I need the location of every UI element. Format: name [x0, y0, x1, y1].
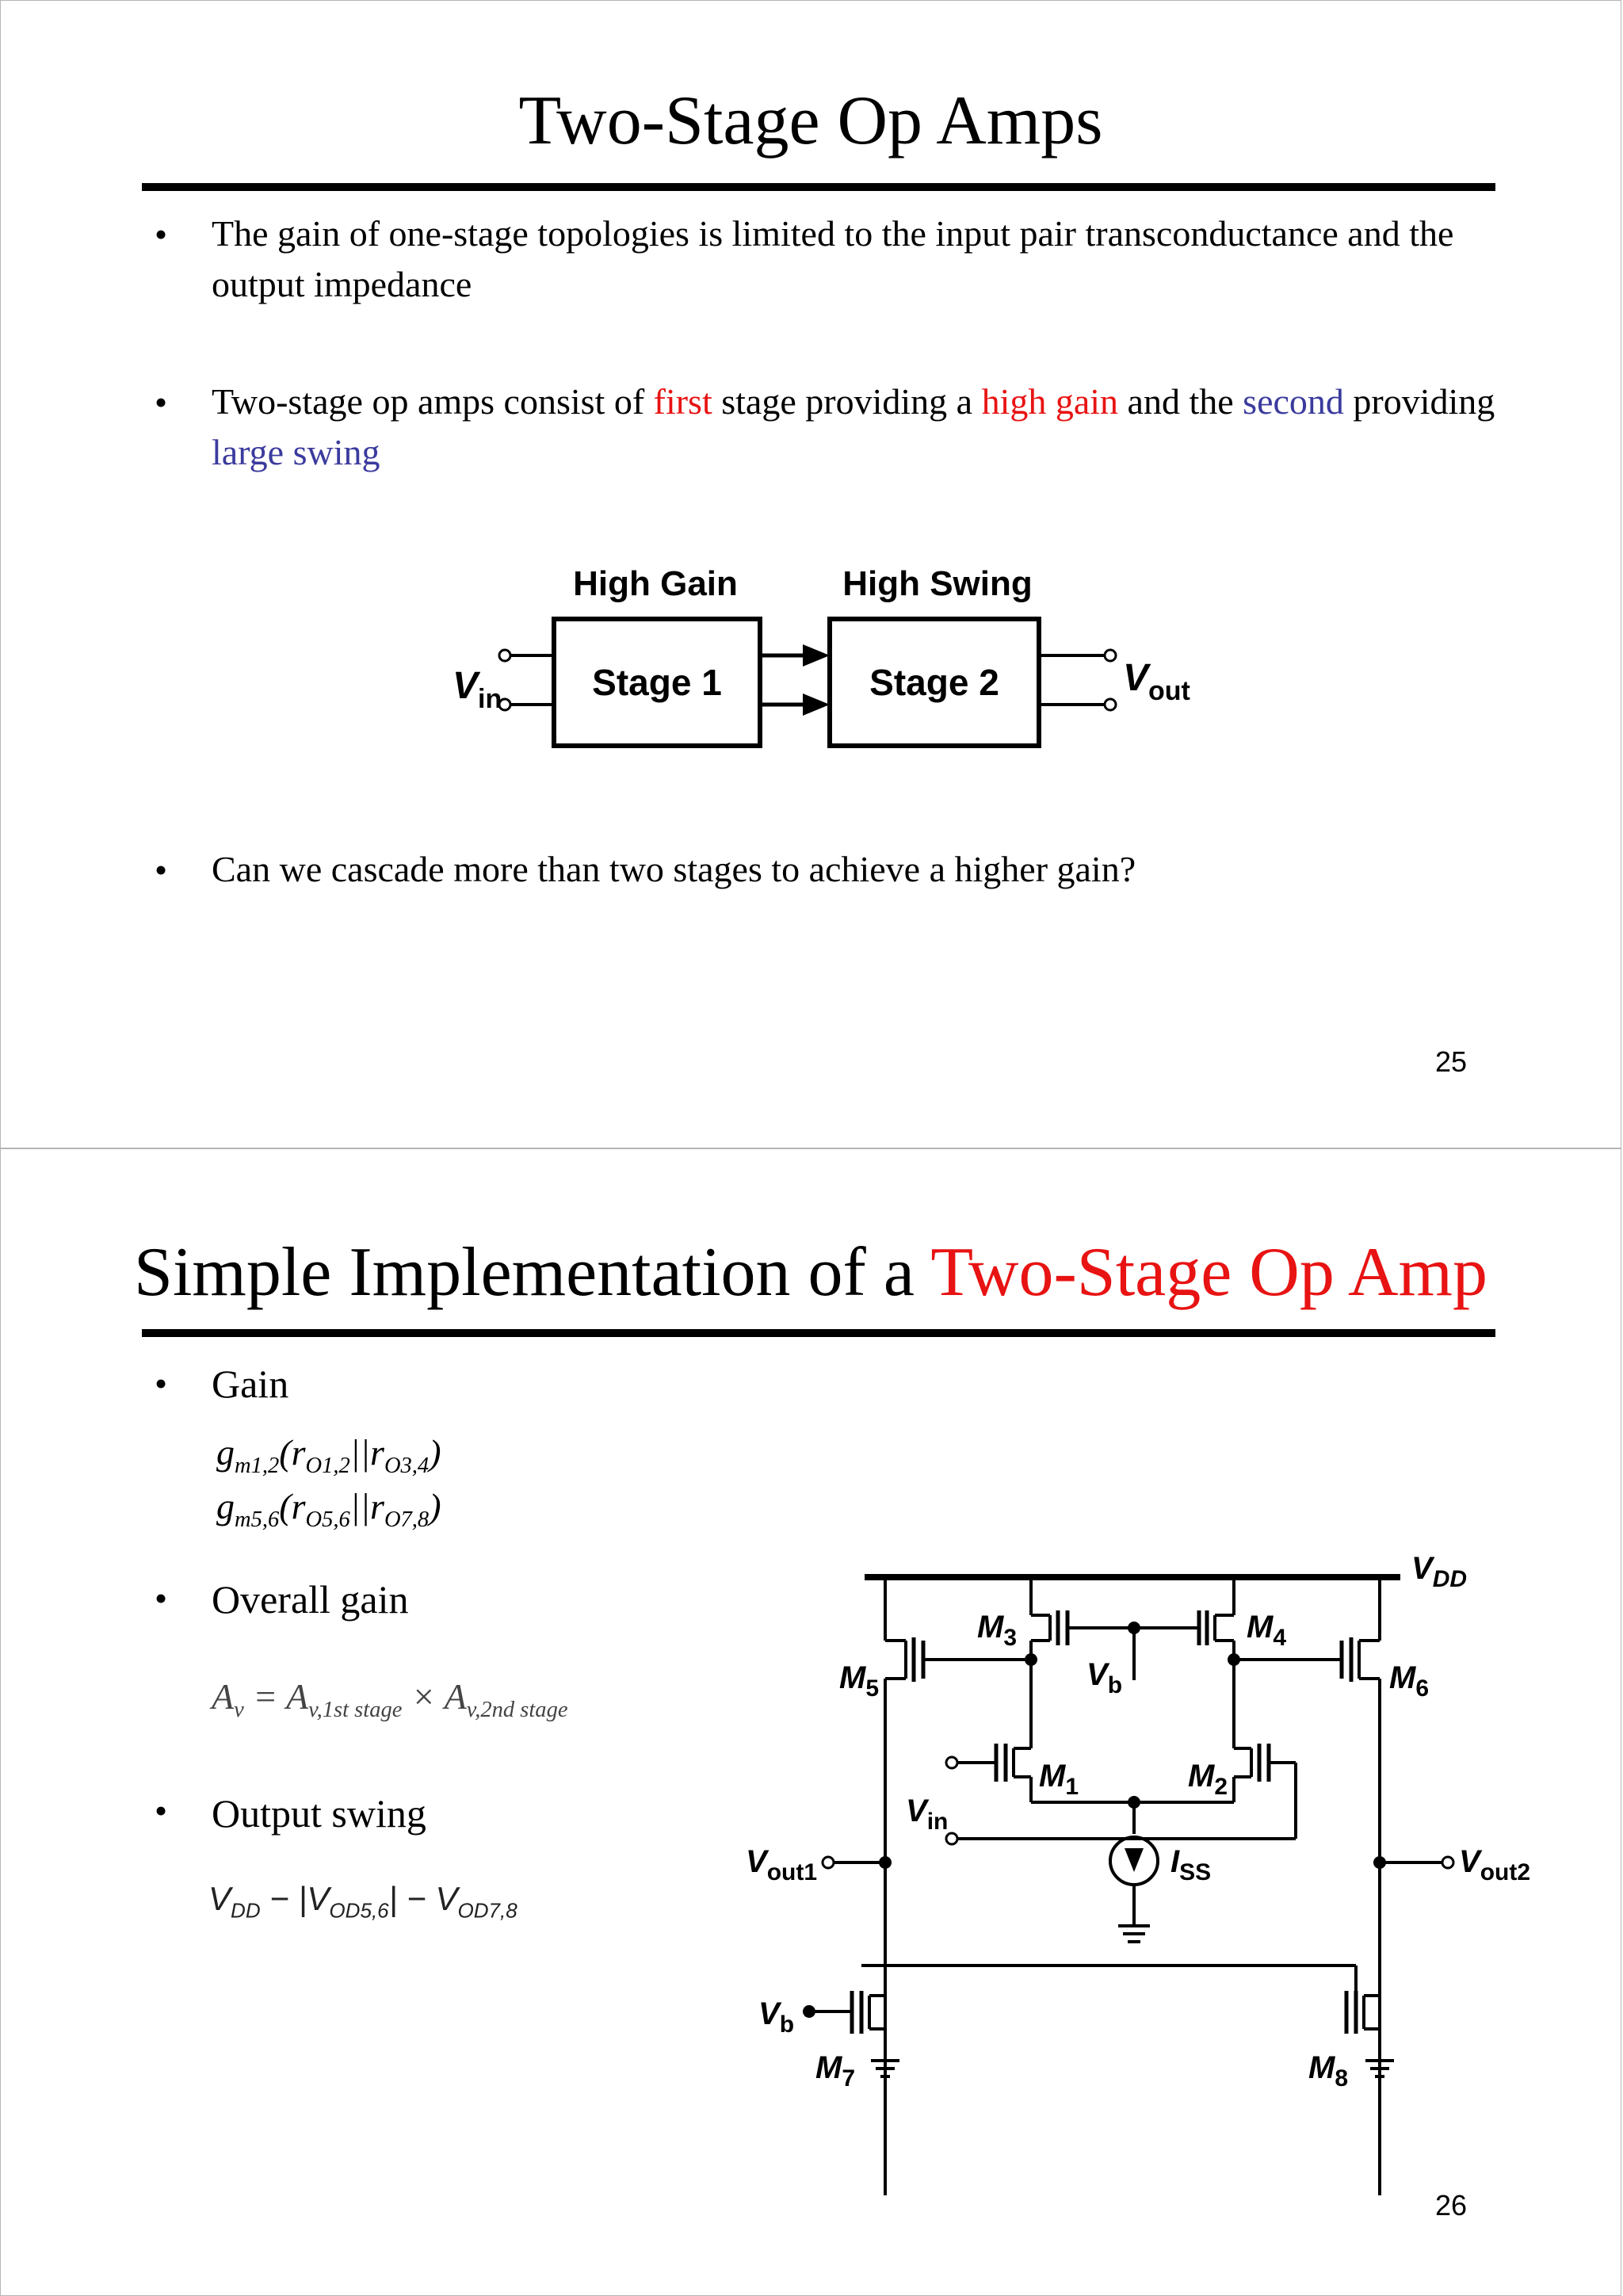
m7-label: $M_7$: [815, 2050, 856, 2092]
m2-label: $M_2$: [1188, 1759, 1228, 1800]
high-gain-label: High Gain: [573, 564, 738, 603]
m5-label: $M_5$: [839, 1660, 880, 1702]
bullet-dot: •: [155, 1363, 168, 1404]
vout2-terminal: [1442, 1857, 1453, 1868]
high-swing-label: High Swing: [842, 564, 1033, 603]
m3-label: $M_3$: [977, 1610, 1018, 1651]
page-number: 25: [1434, 1045, 1467, 1078]
vdd-label: $V_{DD}$: [1411, 1551, 1468, 1592]
bullet-dot: •: [155, 1578, 168, 1618]
vout1-label: $V_{out1}$: [746, 1844, 818, 1885]
arrow-right-icon: [803, 693, 830, 716]
title-rule: [142, 183, 1495, 191]
vout-terminal-minus: [1105, 699, 1116, 710]
bullet-gain: Gain: [212, 1362, 289, 1406]
bullet-output-swing: Output swing: [212, 1791, 426, 1836]
overall-gain-equation: $A_v = A_{v,1st stage} \times A_{v,2nd stage}$: [212, 1676, 568, 1723]
vin-terminal-plus: [499, 650, 510, 661]
stage1-label: Stage 1: [592, 662, 722, 703]
m1-label: $M_1$: [1039, 1759, 1079, 1800]
vin-plus-terminal: [946, 1757, 957, 1768]
bullet-text-two-stage: Two-stage op amps consist of first stage providing a high gain and the second providing large swing: [212, 381, 1495, 472]
m8-label: $M_8$: [1308, 2050, 1349, 2092]
vin-minus-terminal: [946, 1833, 957, 1844]
bullet-dot: •: [155, 850, 168, 890]
bullet-text: The gain of one-stage topologies is limited to the input pair transconductance and the output impedance: [212, 213, 1454, 304]
arrow-right-icon: [803, 644, 830, 667]
bullet-dot: •: [155, 382, 168, 422]
vout-label: $V_{out}$: [1123, 657, 1190, 706]
m4-label: $M_4$: [1247, 1610, 1287, 1651]
vb-bottom-label: $V_b$: [758, 1996, 795, 2038]
iss-label: $I_{SS}$: [1170, 1844, 1212, 1885]
title-rule: [142, 1329, 1495, 1337]
two-stage-block-diagram: [445, 556, 1205, 762]
vout2-label: $V_{out2}$: [1459, 1844, 1531, 1885]
bullet-text: Can we cascade more than two stages to achieve a higher gain?: [212, 849, 1136, 889]
two-stage-op-amp-schematic: [730, 1482, 1554, 2195]
vin-label: $V_{in}$: [453, 665, 502, 714]
stage2-label: Stage 2: [869, 662, 999, 703]
vin-label: $V_{in}$: [906, 1794, 949, 1835]
slide-title: Simple Implementation of a Two-Stage Op Amp: [134, 1234, 1487, 1311]
vb-top-label: $V_b$: [1086, 1657, 1123, 1698]
bullet-dot: •: [155, 214, 168, 254]
vout1-terminal: [823, 1857, 834, 1868]
bullet-overall-gain: Overall gain: [212, 1577, 409, 1622]
slide-26: [0, 1148, 1621, 2296]
output-swing-equation: $V_{DD} - |V_{OD5,6}| - V_{OD7,8}$: [208, 1880, 517, 1923]
bullet-dot: •: [155, 1790, 168, 1831]
vout-terminal-plus: [1105, 650, 1116, 661]
slide-25: [0, 0, 1621, 1148]
slide-title: Two-Stage Op Amps: [518, 82, 1103, 159]
gain-equation-stage2: $g_{m5,6}(r_{O5,6}||r_{O7,8})$: [216, 1486, 441, 1533]
current-source-arrow-icon: [1125, 1848, 1144, 1872]
m6-label: $M_6$: [1389, 1660, 1430, 1702]
page-number: 26: [1434, 2189, 1467, 2222]
gain-equation-stage1: $g_{m1,2}(r_{O1,2}||r_{O3,4})$: [216, 1432, 441, 1479]
